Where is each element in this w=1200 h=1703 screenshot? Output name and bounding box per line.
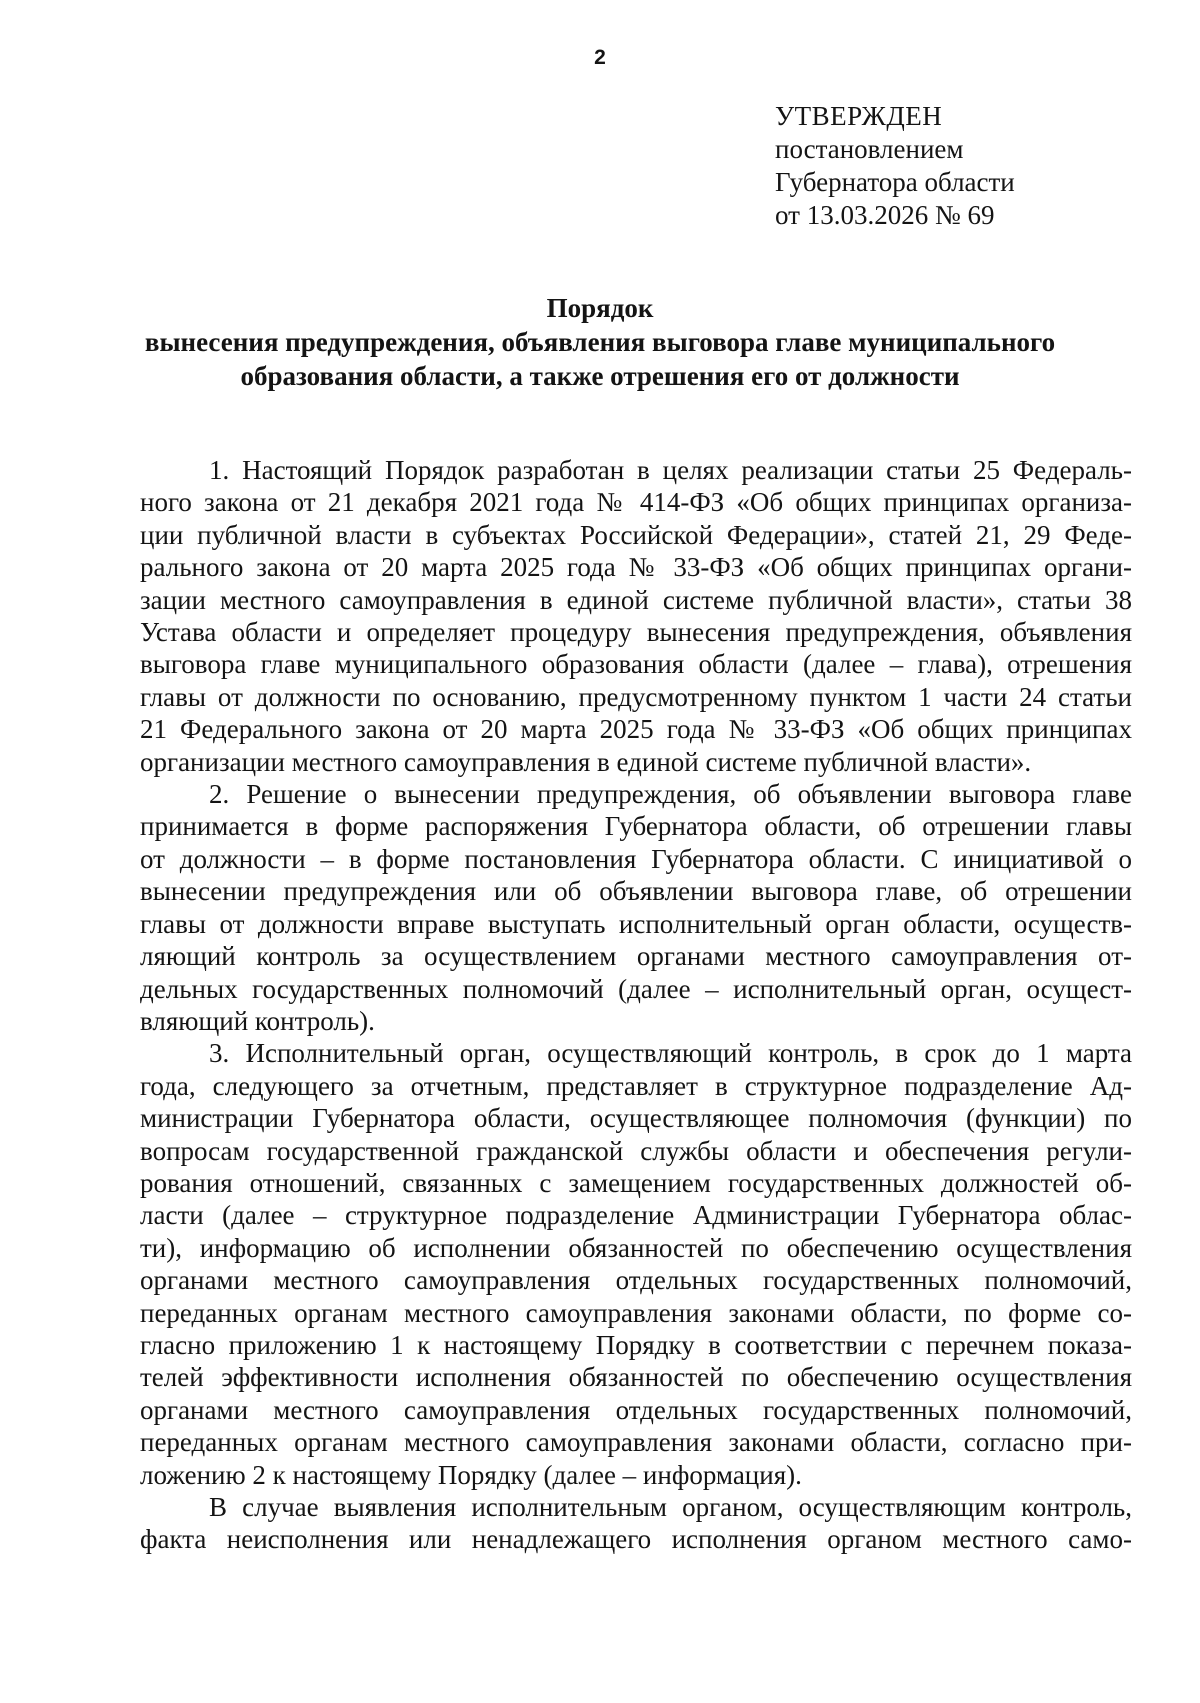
paragraph-line: органами местного самоуправления отдельных государственных полномочий, — [140, 1394, 1132, 1425]
paragraph-line: дельных государственных полномочий (далее – исполнительный орган, осущест- — [140, 973, 1132, 1004]
paragraph — [140, 778, 1132, 1037]
paragraph — [140, 454, 1132, 778]
approval-heading: УТВЕРЖДЕН — [775, 101, 943, 131]
paragraph-line: 1. Настоящий Порядок разработан в целях реализации статьи 25 Федераль- — [209, 455, 1132, 485]
paragraph-line: В случае выявления исполнительным органом, осуществляющим контроль, — [209, 1492, 1132, 1522]
approval-line: постановлением — [775, 134, 964, 164]
paragraph-line: телей эффективности исполнения обязанностей по обеспечению осуществления — [140, 1362, 1132, 1393]
paragraph-line: вопросам государственной гражданской службы области и обеспечения регули- — [140, 1135, 1132, 1166]
paragraph-line: рального закона от 20 марта 2025 года № 33-ФЗ «Об общих принципах органи- — [140, 552, 1132, 583]
title-line: вынесения предупреждения, объявления выговора главе муниципального — [144, 327, 1056, 357]
paragraph-line: главы от должности по основанию, предусмотренному пунктом 1 части 24 статьи — [140, 681, 1132, 712]
document-body — [140, 454, 1132, 1556]
paragraph-line: вынесении предупреждения или об объявлении выговора главе, об отрешении — [140, 876, 1132, 907]
paragraph-line: ти), информацию об исполнении обязанностей по обеспечению осуществления — [140, 1232, 1132, 1263]
paragraph-line: 3. Исполнительный орган, осуществляющий контроль, в срок до 1 марта — [209, 1038, 1132, 1069]
paragraph-line: Устава области и определяет процедуру вынесения предупреждения, объявления — [140, 617, 1132, 648]
paragraph-line: ласти (далее – структурное подразделение Администрации Губернатора облас- — [140, 1200, 1132, 1231]
paragraph-line: переданных органам местного самоуправления законами области, согласно при- — [140, 1427, 1132, 1458]
paragraph-line: ложению 2 к настоящему Порядку (далее – информация). — [140, 1459, 802, 1490]
paragraph-line: от должности – в форме постановления Губернатора области. С инициативой о — [140, 843, 1132, 874]
paragraph-line: года, следующего за отчетным, представляет в структурное подразделение Ад- — [140, 1070, 1132, 1101]
approval-line: Губернатора области — [775, 167, 1015, 197]
paragraph-line: ции публичной власти в субъектах Российской Федерации», статей 21, 29 Феде- — [140, 519, 1132, 550]
paragraph-line: вляющий контроль). — [140, 1005, 375, 1036]
paragraph-line: главы от должности вправе выступать исполнительный орган области, осуществ- — [140, 908, 1132, 939]
paragraph-line: министрации Губернатора области, осуществляющее полномочия (функции) по — [140, 1103, 1132, 1134]
paragraph-line: выговора главе муниципального образования области (далее – глава), отрешения — [140, 649, 1132, 680]
paragraph-line: 2. Решение о вынесении предупреждения, об объявлении выговора главе — [209, 779, 1132, 810]
paragraph-line: организации местного самоуправления в единой системе публичной власти». — [140, 746, 1032, 777]
paragraph-line: факта неисполнения или ненадлежащего исполнения органом местного само- — [140, 1524, 1132, 1555]
paragraph-line: гласно приложению 1 к настоящему Порядку в соответствии с перечнем показа- — [140, 1329, 1132, 1360]
paragraph-line: принимается в форме распоряжения Губернатора области, об отрешении главы — [140, 811, 1132, 842]
document-title — [0, 291, 1200, 393]
paragraph-line: 21 Федерального закона от 20 марта 2025 года № 33-ФЗ «Об общих принципах — [140, 714, 1132, 745]
paragraph-line: ляющий контроль за осуществлением органами местного самоуправления от- — [140, 941, 1132, 972]
approval-date-number: от 13.03.2026 № 69 — [775, 200, 995, 230]
paragraph-line: рования отношений, связанных с замещением государственных должностей об- — [140, 1167, 1132, 1198]
paragraph-line: ного закона от 21 декабря 2021 года № 414-ФЗ «Об общих принципах организа- — [140, 487, 1132, 518]
paragraph-line: зации местного самоуправления в единой системе публичной власти», статьи 38 — [140, 584, 1132, 615]
title-line: образования области, а также отрешения его от должности — [240, 361, 960, 391]
paragraph — [140, 1491, 1132, 1556]
page-number: 2 — [594, 46, 606, 69]
title-line: Порядок — [546, 293, 654, 323]
approval-stamp — [775, 100, 1015, 232]
paragraph-line: органами местного самоуправления отдельных государственных полномочий, — [140, 1265, 1132, 1296]
paragraph-line: переданных органам местного самоуправления законами области, по форме со- — [140, 1297, 1132, 1328]
paragraph — [140, 1037, 1132, 1491]
